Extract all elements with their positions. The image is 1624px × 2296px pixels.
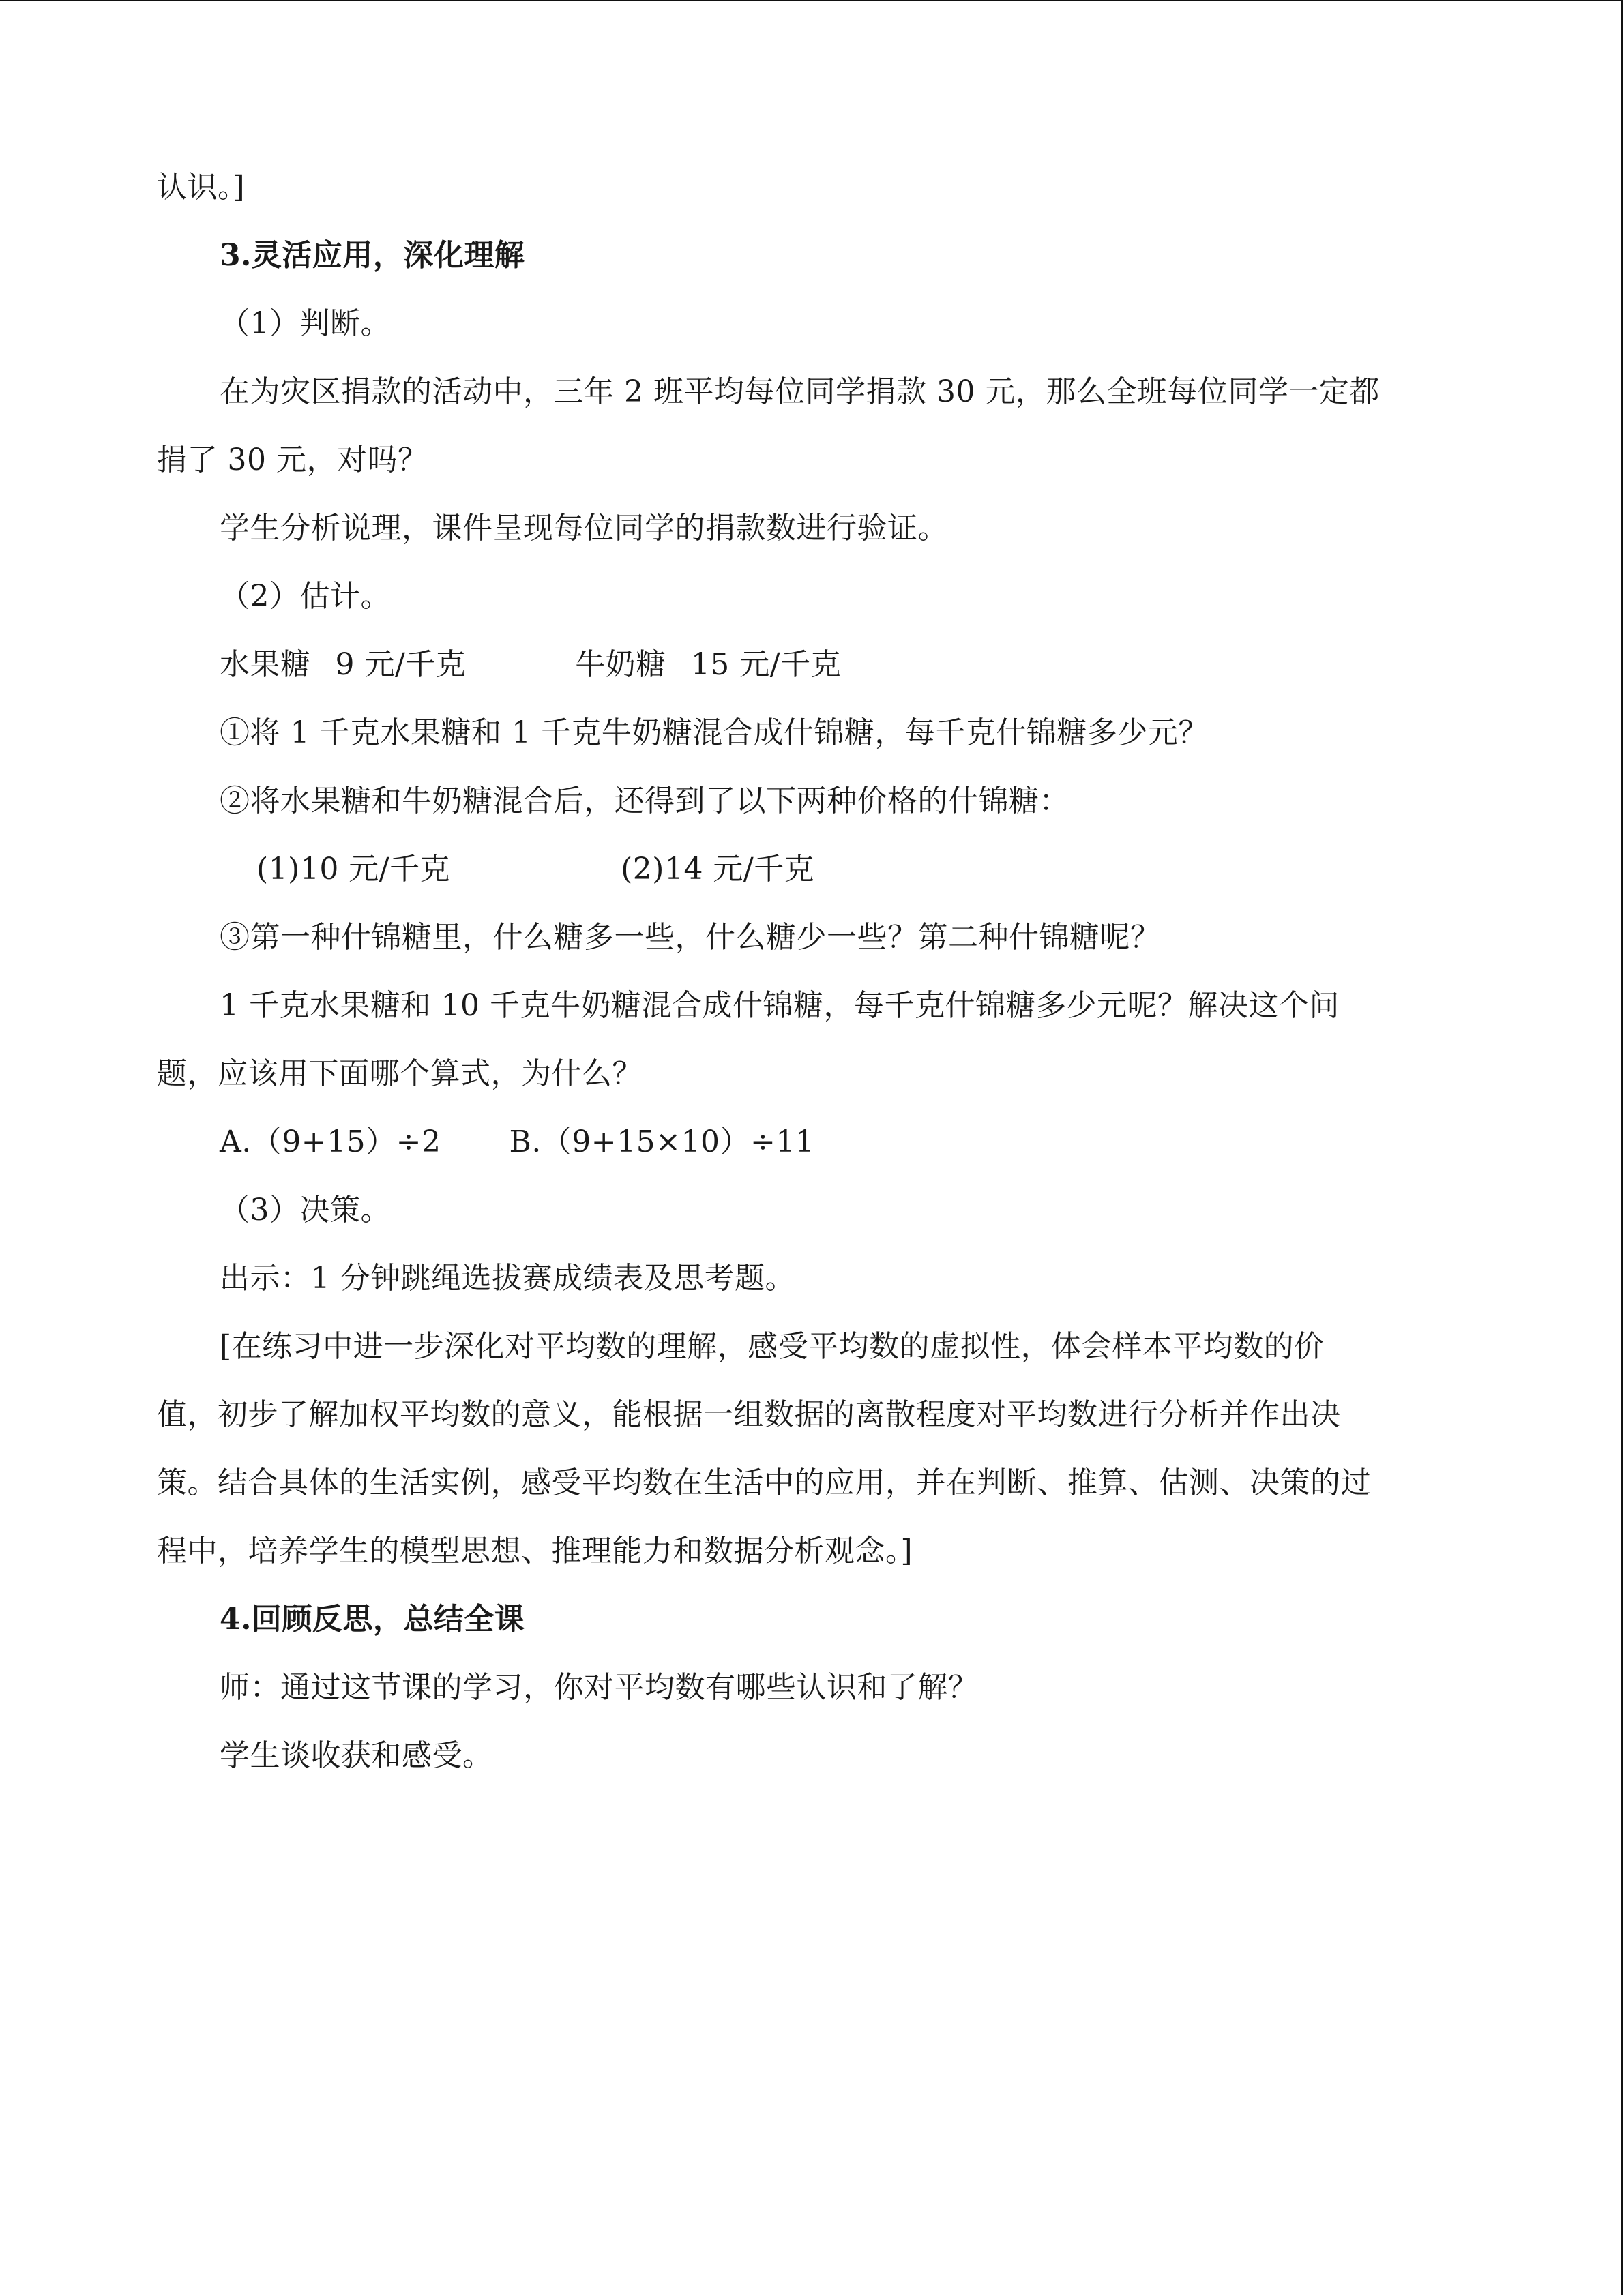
section-heading: 3.灵活应用，深化理解 — [220, 238, 525, 273]
paragraph-line: 在为灾区捐款的活动中，三年 2 班平均每位同学捐款 30 元，那么全班每位同学一定都 — [220, 374, 1380, 409]
commentary-line: [在练习中进一步深化对平均数的理解，感受平均数的虚拟性，体会样本平均数的价 — [220, 1329, 1325, 1364]
milk-candy-price: 15 元/千克 — [690, 647, 842, 682]
option-a: A.（9+15）÷2 — [220, 1124, 441, 1159]
paragraph-line: 出示：1 分钟跳绳选拔赛成绩表及思考题。 — [220, 1261, 795, 1296]
paragraph-line: 1 千克水果糖和 10 千克牛奶糖混合成什锦糖，每千克什锦糖多少元呢？解决这个问 — [220, 988, 1340, 1023]
milk-candy-name: 牛奶糖 — [575, 647, 666, 682]
commentary-line: 策。结合具体的生活实例，感受平均数在生活中的应用，并在判断、推算、估测、决策的过 — [157, 1465, 1371, 1500]
commentary-line: 值，初步了解加权平均数的意义，能根据一组数据的离散程度对平均数进行分析并作出决 — [157, 1397, 1341, 1432]
paragraph-line: 捐了 30 元，对吗？ — [157, 443, 428, 477]
mix-price-1: (1)10 元/千克 — [256, 852, 451, 886]
paragraph-line: 认识。] — [157, 170, 246, 205]
question-line: ①将 1 千克水果糖和 1 千克牛奶糖混合成什锦糖，每千克什锦糖多少元？ — [220, 715, 1209, 750]
subsection-label: （2）估计。 — [220, 579, 391, 614]
fruit-candy-name: 水果糖 — [220, 647, 311, 682]
mix-price-2: (2)14 元/千克 — [621, 852, 815, 886]
mix-price-row — [256, 849, 814, 890]
fruit-candy-price: 9 元/千克 — [335, 647, 467, 682]
subsection-label: （1）判断。 — [220, 306, 391, 341]
paragraph-line: 学生谈收获和感受。 — [220, 1738, 493, 1773]
commentary-line: 程中，培养学生的模型思想、推理能力和数据分析观念。] — [157, 1534, 913, 1568]
options-row — [220, 1122, 814, 1163]
paragraph-line: 题，应该用下面哪个算式，为什么？ — [157, 1056, 643, 1091]
paragraph-line: 师：通过这节课的学习，你对平均数有哪些认识和了解？ — [220, 1670, 979, 1705]
price-row — [220, 644, 841, 685]
paragraph-line: 学生分析说理，课件呈现每位同学的捐款数进行验证。 — [220, 511, 948, 546]
option-b: B.（9+15×10）÷11 — [509, 1124, 815, 1159]
question-line: ②将水果糖和牛奶糖混合后，还得到了以下两种价格的什锦糖： — [220, 784, 1069, 818]
subsection-label: （3）决策。 — [220, 1193, 391, 1227]
section-heading: 4.回顾反思，总结全课 — [220, 1602, 525, 1637]
question-line: ③第一种什锦糖里，什么糖多一些，什么糖少一些？第二种什锦糖呢？ — [220, 920, 1161, 955]
